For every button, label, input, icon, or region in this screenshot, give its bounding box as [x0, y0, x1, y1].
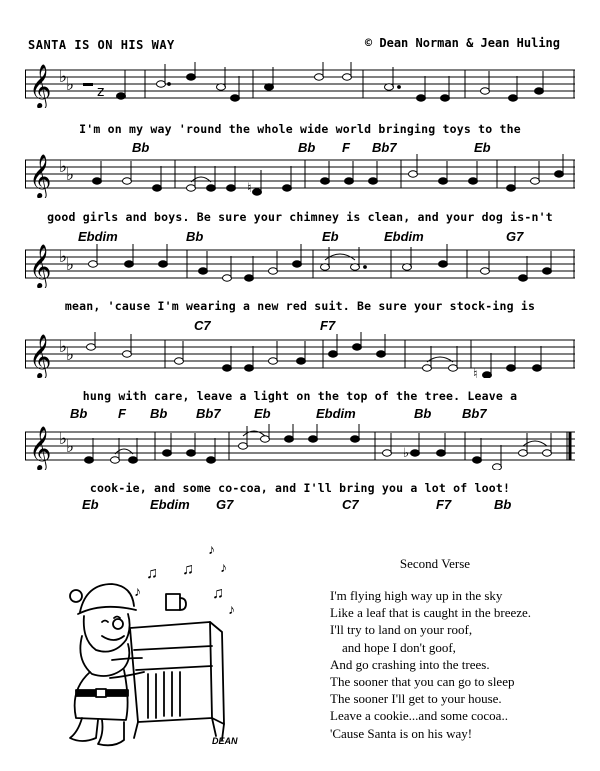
flat-sign-icon: ♭ [59, 67, 68, 87]
chord-symbol: Eb [474, 140, 491, 155]
svg-text:♪: ♪ [134, 583, 141, 599]
verse-line: The sooner I'll get to your house. [330, 691, 502, 707]
chord-symbol: Ebdim [150, 497, 190, 512]
svg-text:♮: ♮ [473, 366, 478, 378]
chord-symbol: Bb [494, 497, 512, 512]
chord-symbol: Bb [298, 140, 316, 155]
song-title: SANTA IS ON HIS WAY [28, 38, 175, 52]
chord-symbol: Bb7 [196, 406, 221, 421]
chord-row-4 [0, 406, 600, 422]
svg-text:𝄞: 𝄞 [29, 334, 52, 378]
cocoa-mug-icon [166, 594, 186, 610]
svg-text:♪: ♪ [228, 601, 235, 617]
chord-symbol: Bb [70, 406, 88, 421]
santa-piano-illustration [62, 540, 272, 752]
chord-symbol: Bb7 [372, 140, 397, 155]
second-verse-title: Second Verse [399, 556, 471, 571]
verse-line: I'm flying high way up in the sky [330, 588, 503, 603]
chord-symbol: Ebdim [316, 406, 356, 421]
chord-symbol: F7 [320, 318, 336, 333]
svg-text:♭: ♭ [66, 75, 75, 95]
verse-line: Leave a cookie...and some cocoa.. [330, 708, 508, 724]
chord-symbol: Eb [254, 406, 271, 421]
svg-text:♪: ♪ [220, 559, 227, 575]
treble-clef-icon: 𝄞 [29, 64, 52, 108]
svg-text:𝄞: 𝄞 [29, 426, 52, 470]
second-verse-text [330, 587, 590, 742]
copyright-credit: © Dean Norman & Jean Huling [364, 36, 560, 50]
chord-symbol: C7 [194, 318, 211, 333]
svg-text:♫: ♫ [146, 565, 158, 582]
music-staff-3 [25, 242, 575, 288]
chord-symbol: Eb [82, 497, 99, 512]
svg-text:♭: ♭ [66, 255, 75, 275]
verse-line: The sooner that you can go to sleep [330, 674, 515, 690]
svg-text:𝄞: 𝄞 [29, 154, 52, 198]
chord-symbol: G7 [216, 497, 234, 512]
lyric-line-3: mean, 'cause I'm wearing a new red suit. Be sure your stock-ing is [64, 299, 536, 313]
svg-text:♭: ♭ [59, 157, 68, 177]
svg-text:♭: ♭ [403, 445, 410, 460]
svg-text:♭: ♭ [59, 247, 68, 267]
svg-text:♫: ♫ [212, 585, 224, 602]
svg-text:♪: ♪ [208, 541, 215, 557]
chord-symbol: Eb [322, 229, 339, 244]
chord-symbol: Bb [414, 406, 432, 421]
svg-text:♮: ♮ [247, 180, 252, 195]
lyric-line-2: good girls and boys. Be sure your chimney is clean, and your dog is-n't [47, 210, 553, 224]
svg-text:z: z [97, 84, 105, 100]
svg-text:𝄞: 𝄞 [29, 244, 52, 288]
music-notes-icon [134, 541, 235, 617]
verse-line: 'Cause Santa is on his way! [330, 725, 473, 741]
verse-line: and hope I don't goof, [342, 639, 456, 655]
svg-text:♫: ♫ [182, 561, 194, 578]
lyric-line-5: cook-ie, and some co-coa, and I'll bring you a lot of loot! [89, 481, 511, 495]
svg-text:♭: ♭ [59, 429, 68, 449]
chord-symbol: Bb [186, 229, 204, 244]
chord-symbol: Bb [132, 140, 150, 155]
artist-signature: DEAN [212, 736, 238, 746]
chord-symbol: F [342, 140, 350, 155]
chord-symbol: Bb7 [462, 406, 487, 421]
verse-line: And go crashing into the trees. [330, 656, 490, 672]
chord-symbol: F7 [436, 497, 452, 512]
lyric-line-4: hung with care, leave a light on the top of the tree. Leave a [82, 389, 518, 403]
svg-text:♭: ♭ [59, 337, 68, 357]
music-staff-1 [25, 62, 575, 108]
music-staff-4 [25, 332, 575, 378]
chord-symbol: G7 [506, 229, 524, 244]
lyric-line-1: I'm on my way 'round the whole wide world bringing toys to the [79, 122, 521, 136]
svg-text:♭: ♭ [66, 437, 75, 457]
chord-row-5 [0, 497, 600, 513]
svg-text:♭: ♭ [66, 345, 75, 365]
music-staff-5 [25, 424, 575, 470]
chord-symbol: C7 [342, 497, 359, 512]
svg-text:♭: ♭ [66, 165, 75, 185]
verse-line: I'll try to land on your roof, [330, 622, 473, 638]
chord-symbol: Bb [150, 406, 168, 421]
chord-symbol: F [118, 406, 126, 421]
verse-line: Like a leaf that is caught in the breeze. [330, 605, 532, 621]
chord-symbol: Ebdim [78, 229, 118, 244]
chord-symbol: Ebdim [384, 229, 424, 244]
music-staff-2 [25, 152, 575, 198]
